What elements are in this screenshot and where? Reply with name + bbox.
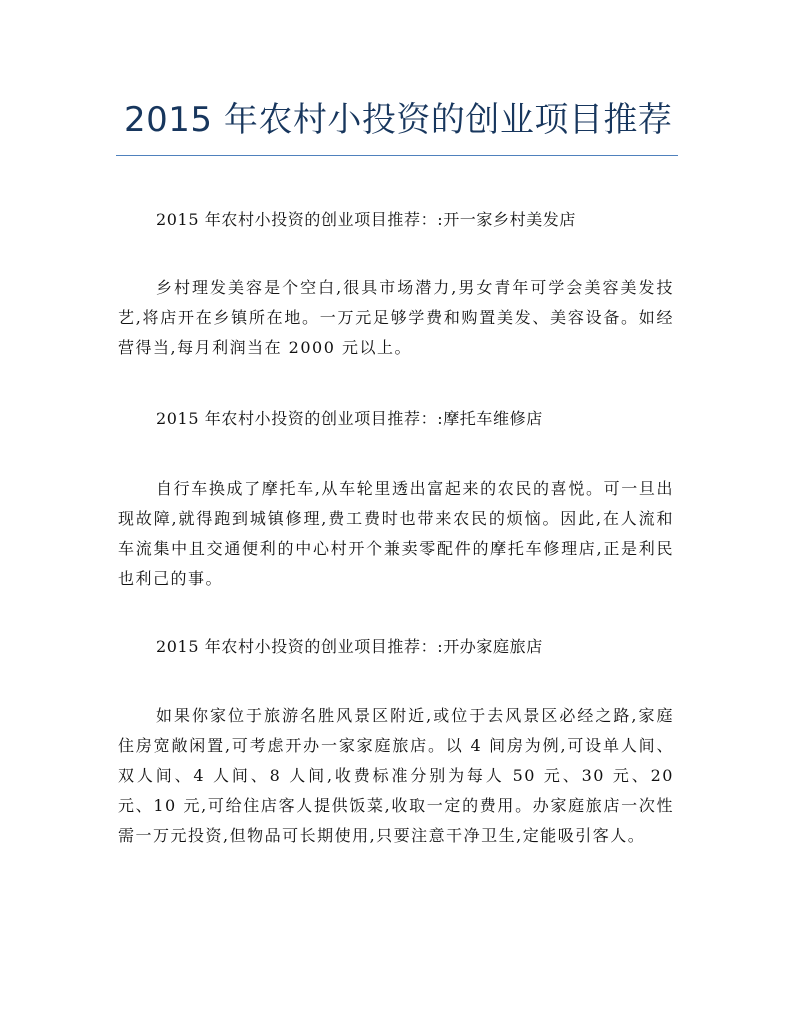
section-paragraph-barber-shop: 乡村理发美容是个空白,很具市场潜力,男女青年可学会美容美发技艺,将店开在乡镇所在地。一万元足够学费和购置美发、美容设备。如经营得当,每月利润当在 2000 元以上。 <box>118 278 674 357</box>
section-heading-barber-shop: 2015 年农村小投资的创业项目推荐：:开一家乡村美发店 <box>156 210 576 229</box>
section-heading-family-inn: 2015 年农村小投资的创业项目推荐：:开办家庭旅店 <box>156 637 543 656</box>
section-heading-motorcycle-repair: 2015 年农村小投资的创业项目推荐：:摩托车维修店 <box>156 409 543 428</box>
section-paragraph-motorcycle-repair: 自行车换成了摩托车,从车轮里透出富起来的农民的喜悦。可一旦出现故障,就得跑到城镇修理,费工费时也带来农民的烦恼。因此,在人流和车流集中且交通便利的中心村开个兼卖零配件的摩托车修理店,正是利民也利己的事。 <box>118 479 674 588</box>
document-title: 2015 年农村小投资的创业项目推荐 <box>124 100 673 140</box>
section-paragraph-family-inn: 如果你家位于旅游名胜风景区附近,或位于去风景区必经之路,家庭住房宽敞闲置,可考虑开办一家家庭旅店。以 4 间房为例,可设单人间、双人间、4 人间、8 人间,收费标准分别为每人 50 元、30 元、20 元、10 元,可给住店客人提供饭菜,收取一定的费用。办家庭旅店一次性需一万元投资,但物品可长期使用,只要注意干净卫生,定能吸引客人。 <box>118 706 674 845</box>
title-divider <box>116 155 678 156</box>
